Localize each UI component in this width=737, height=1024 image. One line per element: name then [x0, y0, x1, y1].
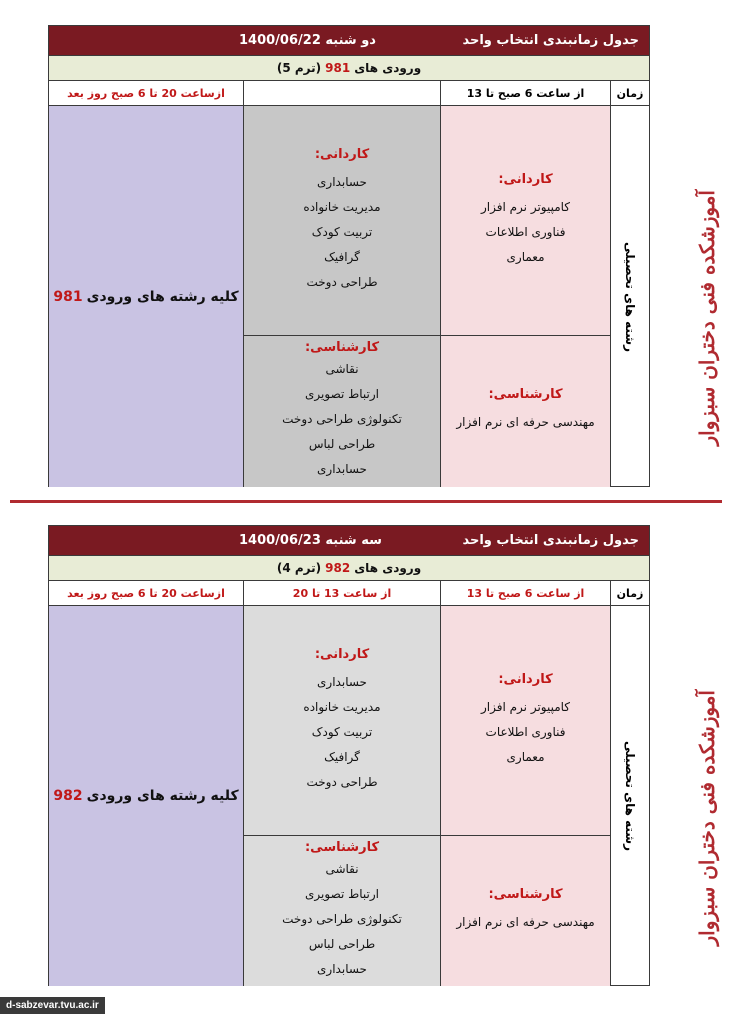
list-item: فناوری اطلاعات [485, 224, 566, 239]
list-item: طراحی لباس [308, 437, 376, 451]
slot1-karshenasi-cell [441, 835, 610, 985]
list-item: فناوری اطلاعات [485, 724, 566, 739]
list-item: مهندسی حرفه ای نرم افزار [456, 914, 595, 929]
all-fields-label: کلیه رشته های ورودی [86, 788, 239, 804]
kardani-title: کاردانی: [498, 671, 553, 687]
schedule-title: جدول زمانبندی انتخاب واحد [462, 533, 639, 548]
list-item: ارتباط تصویری [305, 387, 379, 401]
all-fields-label: کلیه رشته های ورودی [86, 288, 239, 305]
slot1-kardani-cell [441, 106, 610, 335]
time-slot-2: از ساعت 13 تا 20 [243, 581, 440, 605]
time-slot-3: ازساعت 20 تا 6 صبح روز بعد [67, 586, 225, 600]
entry-row [49, 55, 649, 80]
fields-label-cell [610, 106, 649, 487]
list-item: کامپیوتر نرم افزار [480, 199, 571, 214]
list-item: ارتباط تصویری [305, 886, 379, 901]
watermark-logo: آموزشکده فنی دختران سبزوار [695, 190, 719, 446]
entry-label: ورودی های [354, 561, 422, 575]
list-item: تکنولوژی طراحی دوخت [282, 412, 402, 426]
schedule-table-1 [48, 25, 650, 487]
slot1-kardani-cell [441, 606, 610, 835]
schedule-header [49, 526, 649, 555]
entry-row [49, 555, 649, 580]
slot3-column [49, 606, 243, 986]
slot2-karshenasi-cell [244, 835, 440, 985]
slot1-column [440, 106, 610, 487]
time-row [49, 80, 649, 105]
list-item: طراحی دوخت [306, 774, 378, 789]
entry-term: (ترم 5) [276, 61, 322, 75]
list-item: حسابداری [317, 462, 367, 476]
all-fields-number: 982 [53, 788, 83, 804]
list-item: حسابداری [317, 674, 367, 689]
watermark-logo: آموزشکده فنی دختران سبزوار [695, 690, 719, 946]
list-item: معماری [506, 249, 545, 264]
all-fields-number: 981 [53, 288, 83, 305]
karshenasi-title: کارشناسی: [488, 886, 563, 902]
schedule-header [49, 26, 649, 55]
list-item: نقاشی [325, 861, 359, 876]
slot2-column [243, 606, 440, 986]
slot2-kardani-cell [244, 606, 440, 835]
list-item: گرافیک [324, 749, 360, 764]
schedule-table-2 [48, 525, 650, 986]
all-fields-text [53, 788, 238, 804]
fields-label: رشته های تحصیلی [623, 741, 637, 851]
entry-number: 982 [325, 561, 351, 575]
slot1-karshenasi-cell [441, 335, 610, 486]
list-item: طراحی دوخت [306, 274, 378, 289]
time-slot-1: از ساعت 6 صبح تا 13 [440, 581, 610, 605]
entry-term: (ترم 4) [276, 561, 322, 575]
fields-label-cell [610, 606, 649, 986]
list-item: نقاشی [325, 362, 359, 376]
time-label: زمان [610, 81, 649, 105]
list-item: مدیریت خانواده [303, 199, 381, 214]
time-row [49, 580, 649, 605]
all-fields-text [53, 289, 238, 305]
list-item: معماری [506, 749, 545, 764]
slot2-kardani-cell [244, 106, 440, 335]
fields-label: رشته های تحصیلی [623, 241, 637, 352]
slot1-column [440, 606, 610, 986]
time-slot-3: ازساعت 20 تا 6 صبح روز بعد [67, 86, 225, 100]
karshenasi-title: کارشناسی: [304, 839, 380, 855]
time-label: زمان [610, 581, 649, 605]
schedule-date: دو شنبه 1400/06/22 [239, 33, 376, 48]
time-slot-2 [243, 81, 440, 105]
schedule-date: سه شنبه 1400/06/23 [239, 533, 382, 548]
list-item: مدیریت خانواده [303, 699, 381, 714]
list-item: حسابداری [317, 961, 367, 976]
slot2-column [243, 106, 440, 487]
site-url[interactable]: d-sabzevar.tvu.ac.ir [0, 997, 105, 1014]
section-divider [10, 500, 722, 503]
karshenasi-title: کارشناسی: [488, 387, 563, 402]
list-item: حسابداری [317, 174, 367, 189]
time-slot-1: از ساعت 6 صبح تا 13 [440, 81, 610, 105]
kardani-title: کاردانی: [314, 646, 370, 662]
slot2-karshenasi-cell [244, 335, 440, 486]
entry-label: ورودی های [354, 61, 422, 75]
slot3-column [49, 106, 243, 487]
schedule-body [49, 605, 649, 986]
kardani-title: کاردانی: [498, 171, 553, 187]
schedule-body [49, 105, 649, 487]
entry-number: 981 [325, 61, 351, 75]
kardani-title: کاردانی: [314, 146, 370, 162]
list-item: تکنولوژی طراحی دوخت [282, 911, 402, 926]
list-item: تربیت کودک [311, 224, 373, 239]
list-item: مهندسی حرفه ای نرم افزار [456, 415, 595, 429]
list-item: طراحی لباس [308, 936, 376, 951]
list-item: تربیت کودک [311, 724, 373, 739]
karshenasi-title: کارشناسی: [304, 340, 380, 355]
list-item: کامپیوتر نرم افزار [480, 699, 571, 714]
schedule-title: جدول زمانبندی انتخاب واحد [462, 33, 639, 48]
list-item: گرافیک [324, 249, 360, 264]
